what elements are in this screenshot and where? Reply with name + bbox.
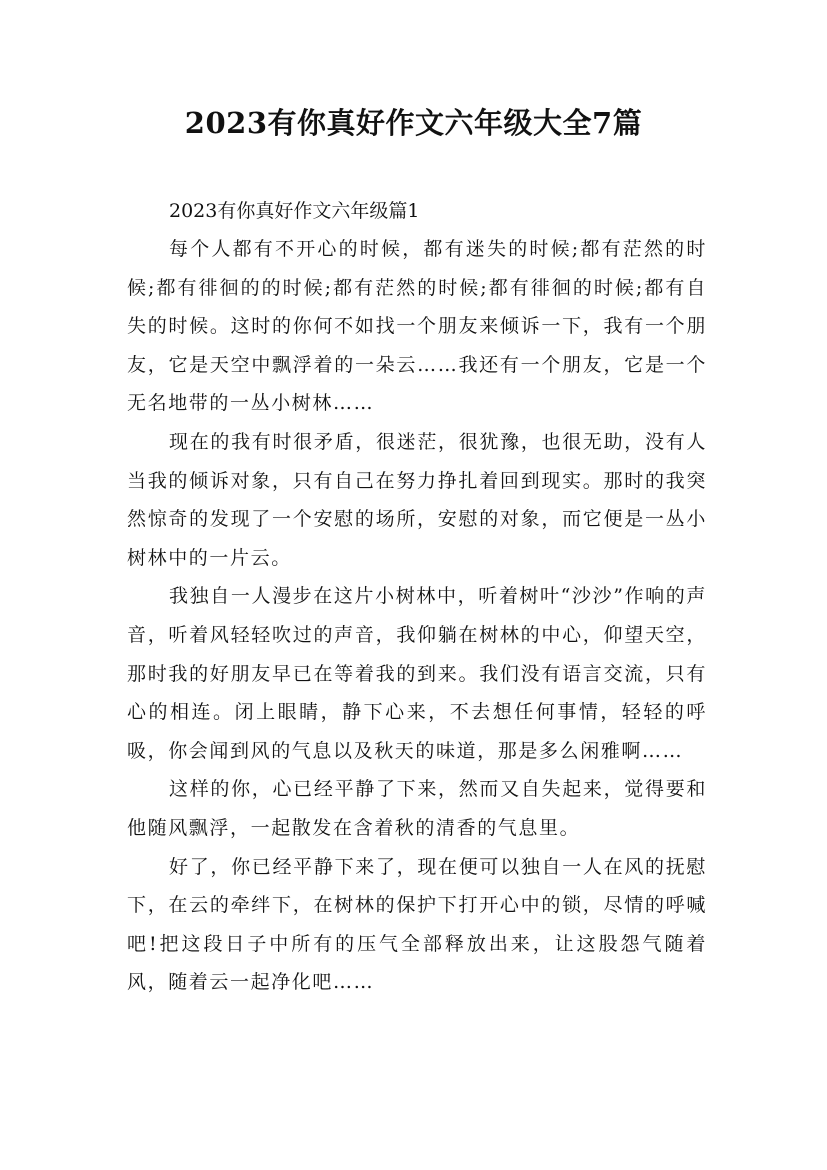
paragraph-3: 我独自一人漫步在这片小树林中，听着树叶“沙沙”作响的声音，听着风轻轻吹过的声音，我仰躺在树林的中心，仰望天空，那时我的好朋友早已在等着我的到来。我们没有语言交流，只有心的相连。闭上眼睛，静下心来，不去想任何事情，轻轻的呼吸，你会闻到风的气息以及秋天的味道，那是多么闲雅啊…… <box>127 585 707 762</box>
document-title: 2023有你真好作文六年级大全7篇 <box>184 106 643 140</box>
section-heading: 2023有你真好作文六年级篇1 <box>169 200 420 222</box>
paragraph-1: 每个人都有不开心的时候，都有迷失的时候;都有茫然的时候;都有徘徊的的时候;都有茫然的时候;都有徘徊的时候;都有自失的时候。这时的你何不如找一个朋友来倾诉一下，我有一个朋友，它是天空中飘浮着的一朵云……我还有一个朋友，它是一个无名地带的一丛小树林…… <box>127 238 707 415</box>
document-body <box>127 192 707 1002</box>
paragraph-5: 好了，你已经平静下来了，现在便可以独自一人在风的抚慰下，在云的牵绊下，在树林的保护下打开心中的锁，尽情的呼喊吧!把这段日子中所有的压气全部释放出来，让这股怨气随着风，随着云一起净化吧…… <box>127 855 707 994</box>
paragraph-2: 现在的我有时很矛盾，很迷茫，很犹豫，也很无助，没有人当我的倾诉对象，只有自己在努力挣扎着回到现实。那时的我突然惊奇的发现了一个安慰的场所，安慰的对象，而它便是一丛小树林中的一片云。 <box>127 430 707 569</box>
paragraph-4: 这样的你，心已经平静了下来，然而又自失起来，觉得要和他随风飘浮，一起散发在含着秋的清香的气息里。 <box>127 778 707 839</box>
